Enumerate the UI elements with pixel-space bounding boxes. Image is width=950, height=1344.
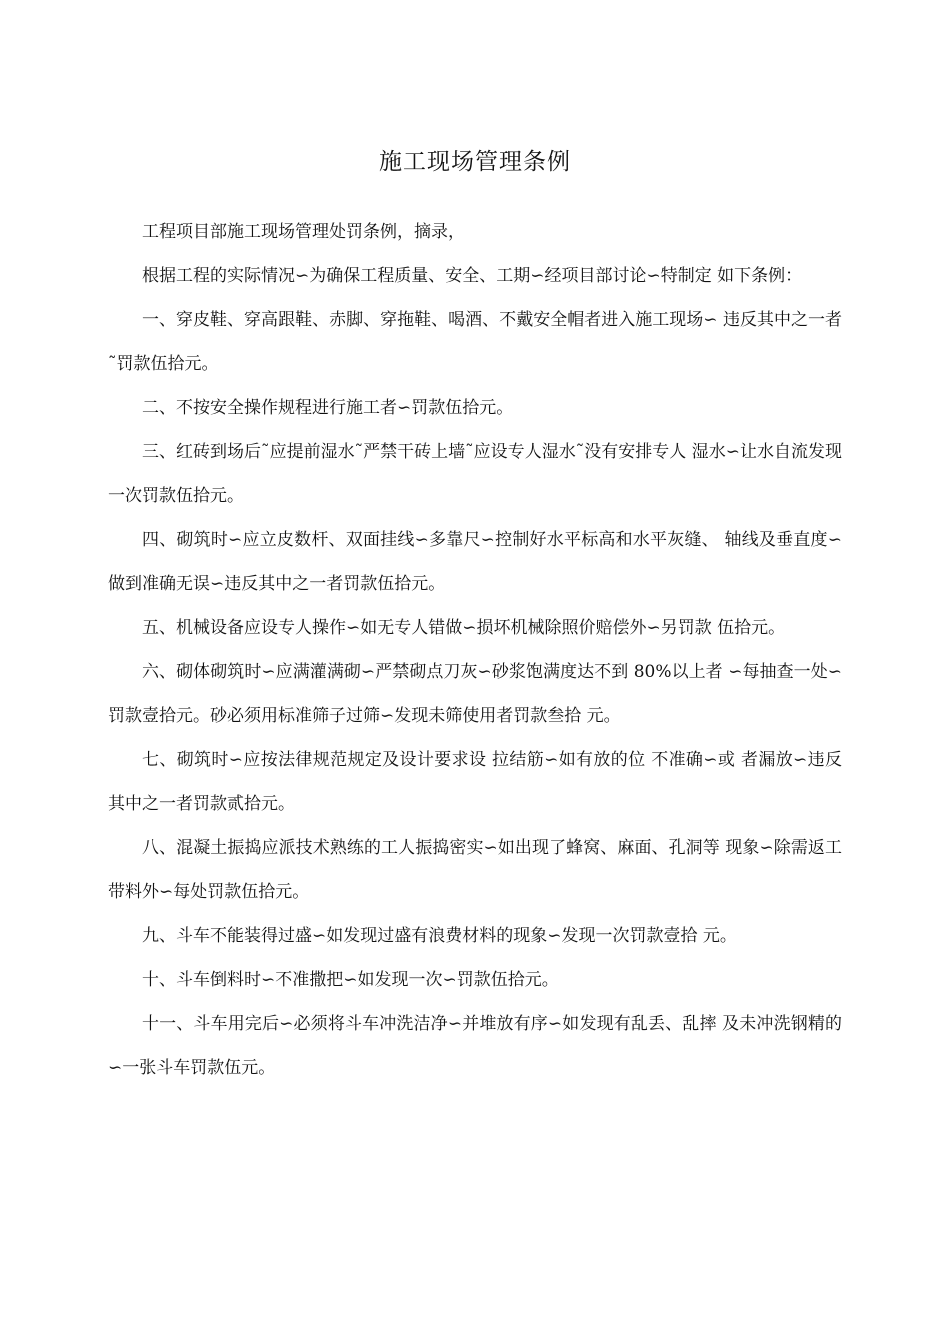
paragraph-preamble: 根据工程的实际情况∽为确保工程质量、安全、工期∽经项目部讨论∽特制定 如下条例： — [142, 266, 803, 286]
paragraph-rule-7: 七、砌筑时∽应按法律规范规定及设计要求设 拉结筋∽如有放的位 不准确∽或 者漏放∽违反其中之一者罚款贰拾元。 — [108, 750, 842, 814]
paragraph-rule-8: 八、混凝土振捣应派技术熟练的工人振捣密实∽如出现了蜂窝、麻面、孔洞等 现象∽除需返工带料外∽每处罚款伍拾元。 — [108, 838, 842, 902]
paragraph-rule-3: 三、红砖到场后˜应提前湿水˜严禁干砖上墙˜应设专人湿水˜没有安排专人 湿水∽让水自流发现一次罚款伍拾元。 — [108, 442, 842, 506]
paragraph-rule-10: 十、斗车倒料时∽不准撒把∽如发现一次∽罚款伍拾元。 — [142, 970, 559, 990]
paragraph-rule-2: 二、不按安全操作规程进行施工者∽罚款伍拾元。 — [142, 398, 514, 418]
paragraph-rule-4: 四、砌筑时∽应立皮数杆、双面挂线∽多靠尺∽控制好水平标高和水平灰缝、 轴线及垂直度∽做到准确无误∽违反其中之一者罚款伍拾元。 — [108, 530, 842, 594]
paragraph-rule-5: 五、机械设备应设专人操作∽如无专人错做∽损坏机械除照价赔偿外∽另罚款 伍拾元。 — [142, 618, 786, 638]
paragraph-rule-1: 一、穿皮鞋、穿高跟鞋、赤脚、穿拖鞋、喝酒、不戴安全帽者进入施工现场∽ 违反其中之一者˜罚款伍拾元。 — [108, 310, 842, 374]
paragraph-rule-9: 九、斗车不能装得过盛∽如发现过盛有浪费材料的现象∽发现一次罚款壹拾 元。 — [142, 926, 737, 946]
document-body — [108, 210, 842, 1090]
paragraph-rule-11: 十一、斗车用完后∽必须将斗车冲洗洁净∽并堆放有序∽如发现有乱丢、乱摔 及未冲洗钢精的∽一张斗车罚款伍元。 — [108, 1014, 842, 1078]
paragraph-rule-6: 六、砌体砌筑时∽应满灌满砌∽严禁砌点刀灰∽砂浆饱满度达不到 80%以上者 ∽每抽查一处∽罚款壹拾元。砂必须用标准筛子过筛∽发现未筛使用者罚款叁拾 元。 — [108, 662, 842, 726]
document-title: 施工现场管理条例 — [379, 149, 571, 175]
paragraph-intro: 工程项目部施工现场管理处罚条例，摘录， — [142, 222, 465, 242]
